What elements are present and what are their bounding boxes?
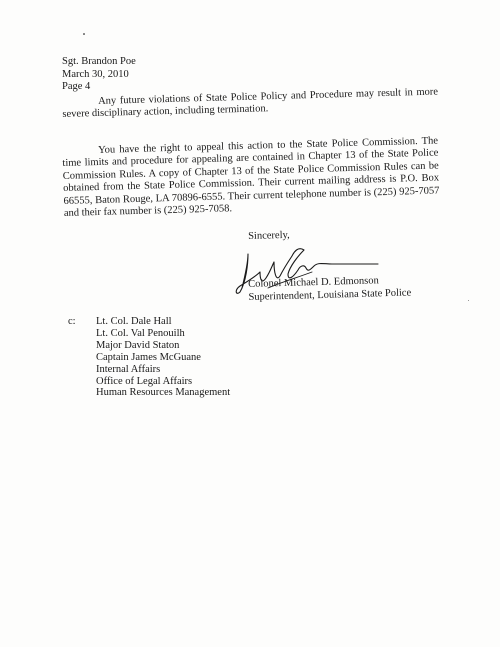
scan-speck: [83, 33, 85, 35]
cc-recipient-list: [96, 316, 230, 399]
letter-date: March 30, 2010: [62, 68, 129, 80]
cc-label: c:: [68, 316, 76, 327]
cc-recipient: Office of Legal Affairs: [96, 375, 193, 387]
cc-recipient: Major David Staton: [96, 339, 180, 351]
violation-text: Any future violations of State Police Policy and Procedure may result in more severe disciplinary action, including termination.: [62, 86, 439, 121]
recipient-name: Sgt. Brandon Poe: [62, 56, 136, 67]
signature-block: [248, 274, 411, 304]
cc-recipient: Human Resources Management: [96, 387, 231, 399]
signer-name: Colonel Michael D. Edmonson: [248, 275, 379, 290]
scan-speck: [468, 300, 469, 301]
appeal-paragraph: [62, 136, 440, 221]
cc-recipient: Captain James McGuane: [96, 351, 201, 363]
letter-header: [62, 56, 136, 94]
appeal-text: You have the right to appeal this action to the State Police Commission. The time limits and procedure for appealing are contained in Chapter 13 of the State Police Commission Rules. A copy of Chapter 13 of the State Police Commission Rules can be obtained from the State Police Commission. Their current mailing address is P.O. Box 66555, Baton Rouge, LA 70896-6555. Their current telephone number is (225) 925-7057 and their fax number is (225) 925-7058.: [62, 135, 440, 220]
cc-recipient: Internal Affairs: [96, 363, 161, 375]
cc-recipient: Lt. Col. Val Penouilh: [96, 327, 185, 339]
page-number: Page 4: [62, 81, 91, 92]
cc-recipient: Lt. Col. Dale Hall: [96, 316, 172, 327]
closing-salutation: Sincerely,: [248, 229, 290, 242]
signer-title: Superintendent, Louisiana State Police: [248, 286, 412, 303]
